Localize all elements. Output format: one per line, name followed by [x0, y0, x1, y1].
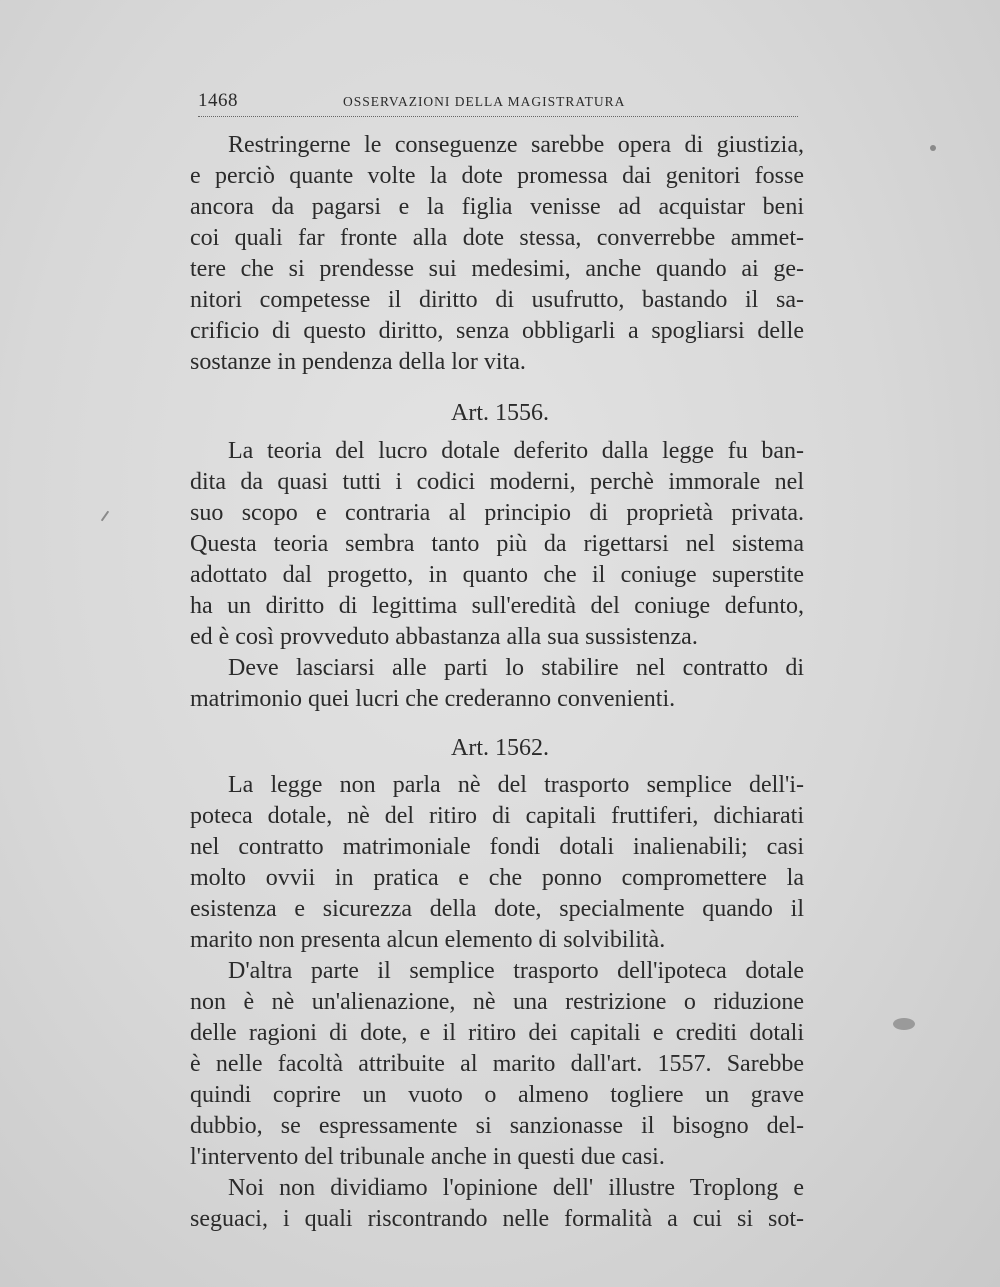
text-line: Questa teoria sembra tanto più da rigettarsi nel sistema — [190, 531, 804, 557]
text-line: Noi non dividiamo l'opinione dell' illustre Troplong e — [228, 1175, 804, 1201]
text-line: nitori competesse il diritto di usufrutto, bastando il sa- — [190, 287, 804, 313]
text-line: marito non presenta alcun elemento di solvibilità. — [190, 927, 666, 953]
text-line: La teoria del lucro dotale deferito dalla legge fu ban- — [228, 438, 804, 464]
text-line: è nelle facoltà attribuite al marito dall'art. 1557. Sarebbe — [190, 1051, 804, 1077]
text-line: matrimonio quei lucri che crederanno convenienti. — [190, 686, 676, 712]
text-line: tere che si prendesse sui medesimi, anche quando ai ge- — [190, 256, 804, 282]
text-line: nel contratto matrimoniale fondi dotali inalienabili; casi — [190, 834, 804, 860]
page-header — [198, 90, 798, 117]
text-line: delle ragioni di dote, e il ritiro dei capitali e crediti dotali — [190, 1020, 804, 1046]
text-line: e perciò quante volte la dote promessa dai genitori fosse — [190, 163, 804, 189]
text-line: l'intervento del tribunale anche in questi due casi. — [190, 1144, 665, 1170]
scan-mark — [101, 511, 110, 522]
text-line: non è nè un'alienazione, nè una restrizione o riduzione — [190, 989, 804, 1015]
text-line: esistenza e sicurezza della dote, specialmente quando il — [190, 896, 804, 922]
text-line: coi quali far fronte alla dote stessa, converrebbe ammet- — [190, 225, 804, 251]
text-line: ed è così provveduto abbastanza alla sua sussistenza. — [190, 624, 698, 650]
text-line: seguaci, i quali riscontrando nelle formalità a cui si sot- — [190, 1206, 804, 1232]
page-number: 1468 — [198, 90, 238, 111]
text-line: Deve lasciarsi alle parti lo stabilire nel contratto di — [228, 655, 804, 681]
text-line: poteca dotale, nè del ritiro di capitali fruttiferi, dichiarati — [190, 803, 804, 829]
scan-speck — [893, 1018, 915, 1030]
scan-speck — [930, 145, 936, 151]
text-line: Restringerne le conseguenze sarebbe opera di giustizia, — [228, 132, 804, 158]
text-line: La legge non parla nè del trasporto semplice dell'i- — [228, 772, 804, 798]
text-line: dubbio, se espressamente si sanzionasse il bisogno del- — [190, 1113, 804, 1139]
text-line: dita da quasi tutti i codici moderni, perchè immorale nel — [190, 469, 804, 495]
running-head: OSSERVAZIONI DELLA MAGISTRATURA — [343, 94, 626, 109]
article-heading: Art. 1556. — [451, 400, 549, 426]
text-line: crificio di questo diritto, senza obbligarli a spogliarsi delle — [190, 318, 804, 344]
text-line: D'altra parte il semplice trasporto dell'ipoteca dotale — [228, 958, 804, 984]
text-line: sostanze in pendenza della lor vita. — [190, 349, 526, 375]
text-line: ha un diritto di legittima sull'eredità del coniuge defunto, — [190, 593, 804, 619]
text-line: ancora da pagarsi e la figlia venisse ad acquistar beni — [190, 194, 804, 220]
text-line: suo scopo e contraria al principio di proprietà privata. — [190, 500, 804, 526]
text-line: molto ovvii in pratica e che ponno compromettere la — [190, 865, 804, 891]
text-line: quindi coprire un vuoto o almeno togliere un grave — [190, 1082, 804, 1108]
article-heading: Art. 1562. — [451, 735, 549, 761]
text-line: adottato dal progetto, in quanto che il coniuge superstite — [190, 562, 804, 588]
